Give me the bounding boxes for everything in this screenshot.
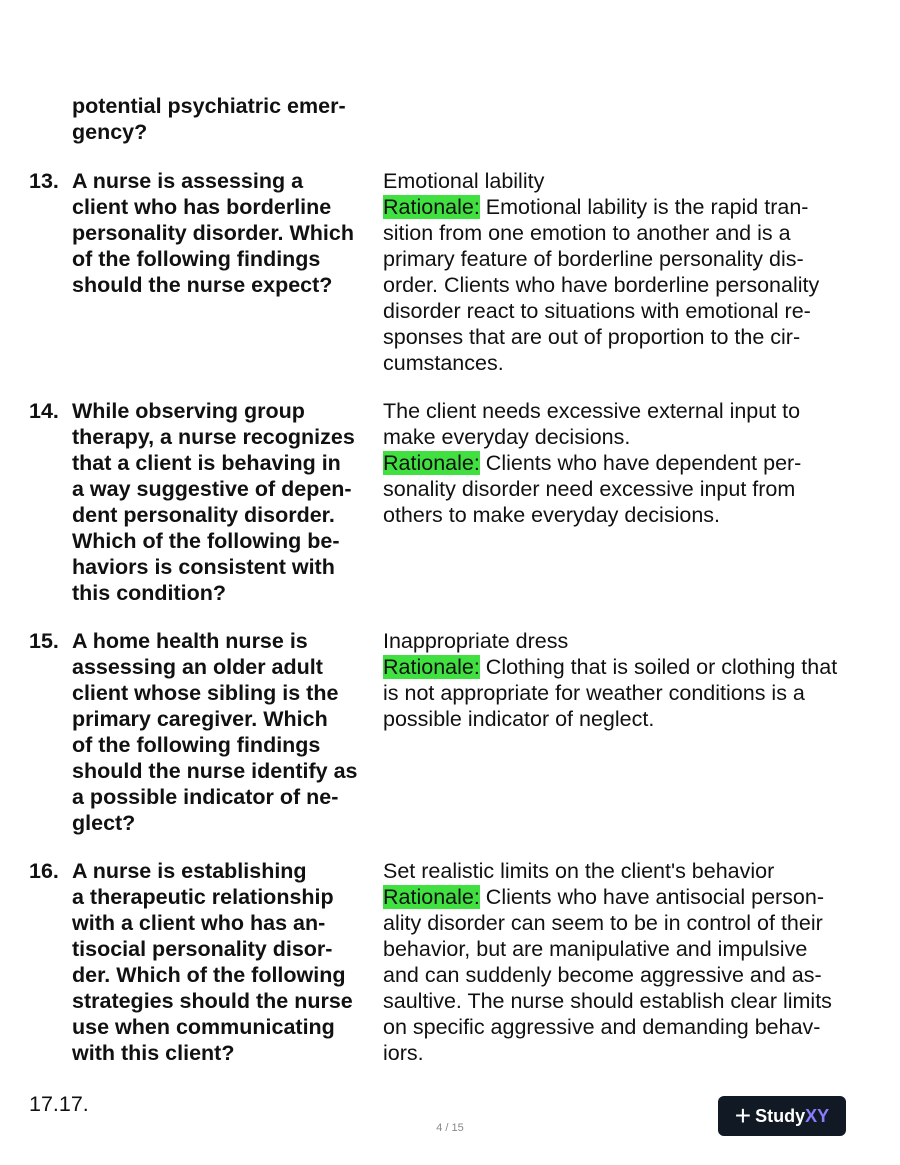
question-line: While observing group [72,399,305,423]
question-line: client who has borderline [72,195,332,219]
rationale-line: iors. [383,1041,424,1065]
rationale-line: on specific aggressive and demanding behav- [383,1015,821,1039]
rationale-line [383,654,873,680]
question-line: der. Which of the following [72,963,346,987]
rationale-line: others to make everyday decisions. [383,503,720,527]
question-number: 15. [29,629,59,653]
question-line: should the nurse identify as [72,759,358,783]
brand-name [755,1106,829,1127]
rationale-line [383,884,873,910]
rationale-line: order. Clients who have borderline personality [383,273,820,297]
rationale-label: Rationale: [383,451,480,475]
question-line: use when communicating [72,1015,335,1039]
rationale-line: primary feature of borderline personality dis- [383,247,804,271]
question-line: haviors is consistent with [72,555,335,579]
question-number: 13. [29,169,59,193]
question-line: a therapeutic relationship [72,885,334,909]
page-indicator: 4 / 15 [436,1122,464,1134]
question-line: with this client? [72,1041,235,1065]
brand-name-part2: XY [805,1105,830,1126]
question-line: should the nurse expect? [72,273,333,297]
question-line: A nurse is establishing [72,859,307,883]
plus-icon: + [734,1100,752,1131]
rationale-line: is not appropriate for weather conditions is a [383,681,805,705]
rationale-line: behavior, but are manipulative and impulsive [383,937,808,961]
rationale-line [383,194,873,220]
question-line: dent personality disorder. [72,503,335,527]
rationale-text: Emotional lability is the rapid tran- [479,195,809,219]
studyxy-logo-button[interactable] [718,1096,846,1136]
rationale-line: cumstances. [383,351,504,375]
rationale-line: sponses that are out of proportion to the cir- [383,325,801,349]
question-line: client whose sibling is the [72,681,339,705]
answer-text: Inappropriate dress [383,629,569,653]
question-number: 14. [29,399,59,423]
question-line: primary caregiver. Which [72,707,328,731]
answer-text: Emotional lability [383,169,545,193]
question-line: assessing an older adult [72,655,323,679]
answer-text: make everyday decisions. [383,425,631,449]
question-line: a way suggestive of depen- [72,477,352,501]
rationale-line: sonality disorder need excessive input from [383,477,796,501]
question-line: this condition? [72,581,227,605]
rationale-line: saultive. The nurse should establish clear limits [383,989,832,1013]
brand-name-part1: Study [755,1105,806,1126]
question-line: a possible indicator of ne- [72,785,339,809]
question-line: strategies should the nurse [72,989,353,1013]
rationale-line: disorder react to situations with emotional re- [383,299,811,323]
question-line: therapy, a nurse recognizes [72,425,355,449]
answer-text: Set realistic limits on the client's behavior [383,859,775,883]
question-line: A home health nurse is [72,629,308,653]
question-line: personality disorder. Which [72,221,354,245]
rationale-text: Clients who have antisocial person- [479,885,825,909]
next-question-number: 17.17. [29,1092,89,1116]
rationale-label: Rationale: [383,195,480,219]
question-number: 16. [29,859,59,883]
question-line: tisocial personality disor- [72,937,333,961]
rationale-line: sition from one emotion to another and is a [383,221,791,245]
continuation-line: gency? [72,120,148,144]
continuation-line: potential psychiatric emer- [72,94,346,118]
rationale-line: possible indicator of neglect. [383,707,655,731]
rationale-text: Clients who have dependent per- [479,451,802,475]
rationale-label: Rationale: [383,655,480,679]
answer-text: The client needs excessive external input to [383,399,801,423]
rationale-text: Clothing that is soiled or clothing that [479,655,838,679]
question-line: that a client is behaving in [72,451,341,475]
rationale-label: Rationale: [383,885,480,909]
question-line: of the following findings [72,733,321,757]
question-line: with a client who has an- [72,911,326,935]
rationale-line: ality disorder can seem to be in control of their [383,911,823,935]
rationale-line: and can suddenly become aggressive and as- [383,963,822,987]
question-line: A nurse is assessing a [72,169,304,193]
rationale-line [383,450,873,476]
question-line: Which of the following be- [72,529,340,553]
question-line: glect? [72,811,136,835]
question-line: of the following findings [72,247,321,271]
